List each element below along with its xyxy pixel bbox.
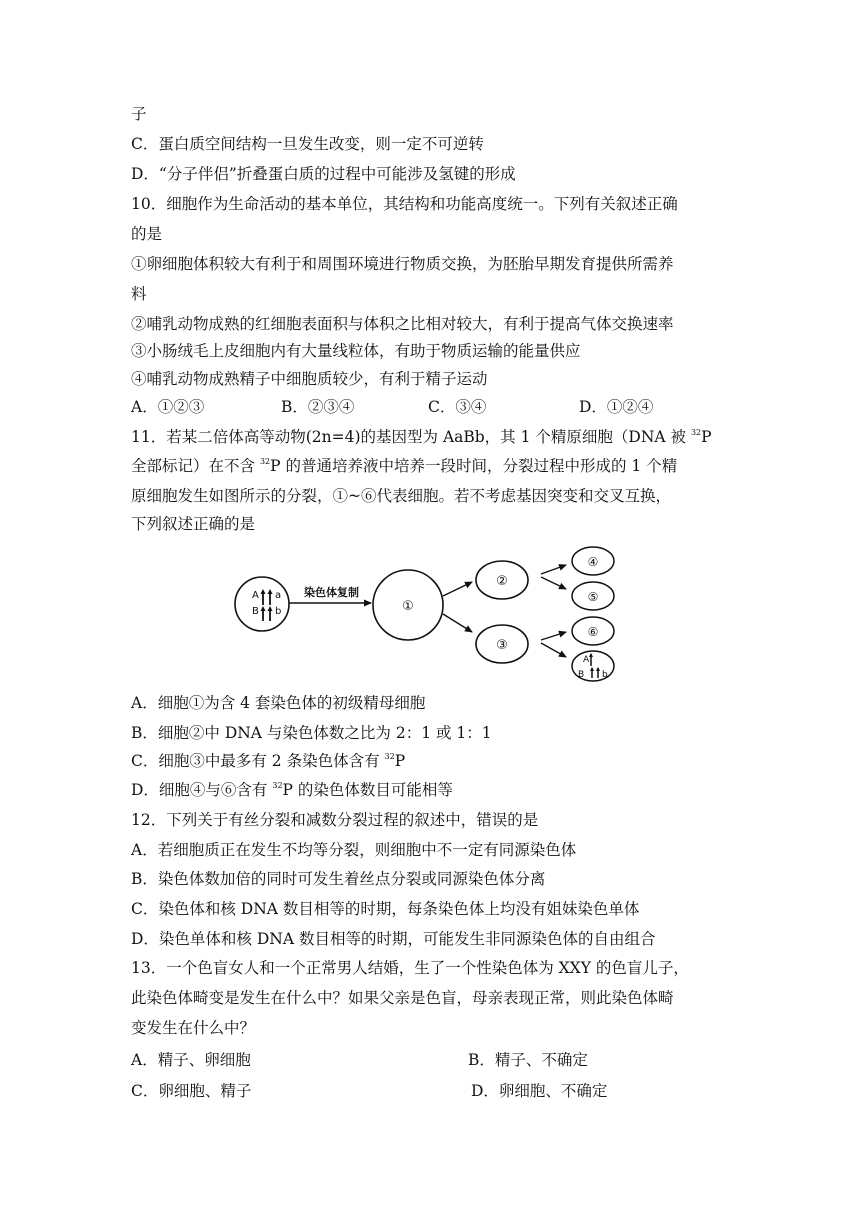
q9-option-c: C．蛋白质空间结构一旦发生改变，则一定不可逆转 xyxy=(131,135,484,153)
arrow-1-to-3 xyxy=(443,614,472,632)
q10-statement-2: ②哺乳动物成熟的红细胞表面积与体积之比相对较大，有利于提高气体交换速率 xyxy=(131,315,674,333)
q13-option-a: A．精子、卵细胞 xyxy=(131,1051,251,1069)
daughter-gene-B: B xyxy=(578,670,585,680)
q12-option-a: A．若细胞质正在发生不均等分裂，则细胞中不一定有同源染色体 xyxy=(131,841,577,859)
daughter-gene-A: A xyxy=(583,655,590,665)
q9-option-d: D．“分子伴侣”折叠蛋白质的过程中可能涉及氢键的形成 xyxy=(131,165,516,183)
cell-4-label: ④ xyxy=(587,555,599,569)
parent-cell xyxy=(235,577,289,631)
q13-stem-line2: 此染色体畸变是发生在什么中？如果父亲是色盲，母亲表现正常，则此染色体畸 xyxy=(131,989,674,1007)
q10-statement-1-cont: 料 xyxy=(131,285,147,303)
cell-division-diagram xyxy=(232,544,628,684)
gene-label-b: b xyxy=(275,606,282,617)
q10-statement-1: ①卵细胞体积较大有利于和周围环境进行物质交换，为胚胎早期发育提供所需养 xyxy=(131,255,674,273)
q12-option-d: D．染色单体和核 DNA 数目相等的时期，可能发生非同源染色体的自由组合 xyxy=(131,930,656,948)
gene-label-B: B xyxy=(252,606,259,617)
gene-label-A: A xyxy=(252,590,259,601)
q10-statement-3: ③小肠绒毛上皮细胞内有大量线粒体，有助于物质运输的能量供应 xyxy=(131,342,581,360)
q13-option-c: C．卵细胞、精子 xyxy=(131,1082,252,1100)
gene-label-a: a xyxy=(275,590,282,601)
q11-option-a: A．细胞①为含 4 套染色体的初级精母细胞 xyxy=(131,694,426,712)
q12-option-c: C．染色体和核 DNA 数目相等的时期，每条染色体上均没有姐妹染色单体 xyxy=(131,900,640,918)
arrow-label-replication: 染色体复制 xyxy=(304,586,359,599)
q11-stem-line4: 下列叙述正确的是 xyxy=(131,515,256,533)
q13-stem-line3: 变发生在什么中？ xyxy=(131,1019,256,1037)
arrow-2-to-5 xyxy=(541,577,566,589)
arrow-3-to-daughter xyxy=(541,643,566,657)
arrow-1-to-2 xyxy=(443,582,472,596)
cell-5-label: ⑤ xyxy=(587,590,599,604)
q12-option-b: B．染色体数加倍的同时可发生着丝点分裂或同源染色体分离 xyxy=(131,870,546,888)
q11-option-b: B．细胞②中 DNA 与染色体数之比为 2：1 或 1：1 xyxy=(131,724,492,742)
arrow-3-to-6 xyxy=(541,632,566,640)
q10-stem-line1: 10．细胞作为生命活动的基本单位，其结构和功能高度统一。下列有关叙述正确 xyxy=(131,195,678,213)
q10-option-d: D．①②④ xyxy=(579,398,654,416)
arrow-2-to-4 xyxy=(541,565,566,574)
q13-option-d: D．卵细胞、不确定 xyxy=(471,1082,608,1100)
q11-stem-line1: 11．若某二倍体高等动物(2n=4)的基因型为 AaBb，其 1 个精原细胞（DNA 被 $^{32}$P xyxy=(131,428,712,446)
cell-2-label: ② xyxy=(496,574,508,589)
q13-stem-line1: 13．一个色盲女人和一个正常男人结婚，生了一个性染色体为 XXY 的色盲儿子， xyxy=(131,959,689,977)
daughter-gene-b: b xyxy=(602,670,608,680)
cell-1-label: ① xyxy=(402,599,414,614)
q10-option-b: B．②③④ xyxy=(281,398,355,416)
q11-stem-line3: 原细胞发生如图所示的分裂，①~⑥代表细胞。若不考虑基因突变和交叉互换， xyxy=(131,487,671,505)
q11-stem-line2: 全部标记）在不含 $^{32}$P 的普通培养液中培养一段时间，分裂过程中形成的 1 个精 xyxy=(131,457,678,475)
q12-stem: 12．下列关于有丝分裂和减数分裂过程的叙述中，错误的是 xyxy=(131,811,539,829)
q13-option-b: B．精子、不确定 xyxy=(468,1051,588,1069)
q11-option-c: C．细胞③中最多有 2 条染色体含有 $^{32}$P xyxy=(131,752,406,770)
cell-3-label: ③ xyxy=(496,638,508,653)
q9-continuation: 子 xyxy=(131,105,147,123)
chromosome-icon xyxy=(263,591,270,621)
q11-option-d: D．细胞④与⑥含有 $^{32}$P 的染色体数目可能相等 xyxy=(131,781,453,799)
q10-option-c: C．③④ xyxy=(428,398,487,416)
cell-6-label: ⑥ xyxy=(587,625,599,639)
q10-stem-line2: 的是 xyxy=(131,225,163,243)
q10-option-a: A．①②③ xyxy=(131,398,205,416)
q10-statement-4: ④哺乳动物成熟精子中细胞质较少，有利于精子运动 xyxy=(131,370,488,388)
